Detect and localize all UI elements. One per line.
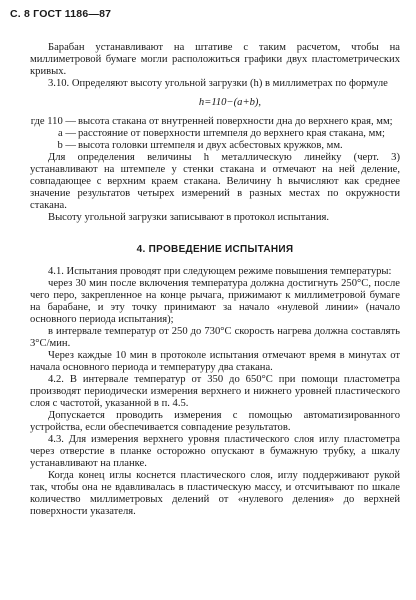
definition-symbol: a —: [58, 128, 76, 139]
definition-110: [30, 116, 400, 128]
formula-h: h=110−(a+b),: [198, 97, 262, 108]
definition-text: высота головки штемпеля и двух асбестовых кружков, мм.: [78, 140, 343, 151]
definition-symbol: b —: [57, 140, 76, 151]
paragraph-ruler: Для определения величины h металлическую линейку (черт. 3) устанавливают на штемпеле у стенки стакана и отмечают на ней деление, совпадающее с верхним краем стакана. Величину h вычисляют как среднее значение результатов четырех измерений в разных местах по окружности стакана.: [30, 152, 400, 211]
paragraph-4-3: 4.3. Для измерения верхнего уровня пластического слоя иглу пластометра через отверстие в планке осторожно опускают в бумажную трубку, а шкалу устанавливают на планке.: [30, 434, 400, 469]
paragraph-interval: в интервале температур от 250 до 730°С скорость нагрева должна составлять 3°С/мин.: [30, 326, 400, 349]
definition-a: [30, 128, 400, 140]
section-title: 4. ПРОВЕДЕНИЕ ИСПЫТАНИЯ: [136, 244, 294, 255]
document-body: [30, 42, 400, 518]
page-header: С. 8 ГОСТ 1186—87: [10, 8, 112, 20]
paragraph-every-10-min: Через каждые 10 мин в протоколе испытания отмечают время в минутах от начала основного периода и температуру два стакана.: [30, 350, 400, 373]
paragraph-4-2: 4.2. В интервале температур от 350 до 650°С при помощи пластометра производят периодически измерения верхнего и нижнего уровней пластического слоя с частотой, указанной в п. 4.5.: [30, 374, 400, 409]
paragraph-drum: Барабан устанавливают на штативе с таким расчетом, чтобы на миллиметровой бумаге могли расположиться графики двух пластометрических кривых.: [30, 42, 400, 77]
paragraph-needle: Когда конец иглы коснется пластического слоя, иглу поддерживают рукой так, чтобы она не вдавливалась в пластическую массу, и отсчитывают по шкале количество миллиметровых делений от «нулевого деления» до верхней поверхности указателя.: [30, 470, 400, 517]
definitions-list: [30, 116, 400, 152]
definition-b: [30, 140, 400, 152]
definition-text: расстояние от поверхности штемпеля до верхнего края стакана, мм;: [78, 128, 385, 139]
paragraph-30-min: через 30 мин после включения температура должна достигнуть 250°С, после чего перо, закрепленное на конце рычага, прижимают к миллиметровой бумаге на барабане, и эту точку принимают за начало «нулевой линии» (начало основного периода испытания);: [30, 278, 400, 325]
paragraph-protocol: Высоту угольной загрузки записывают в протокол испытания.: [48, 212, 330, 223]
definition-symbol: где 110 —: [30, 116, 76, 127]
paragraph-4-1: 4.1. Испытания проводят при следующем режиме повышения температуры:: [48, 266, 392, 277]
definition-text: высота стакана от внутренней поверхности дна до верхнего края, мм;: [78, 116, 393, 127]
paragraph-automated: Допускается проводить измерения с помощью автоматизированного устройства, если обеспечивается совпадение результатов.: [30, 410, 400, 433]
paragraph-3-10: 3.10. Определяют высоту угольной загрузки (h) в миллиметрах по формуле: [48, 78, 388, 89]
